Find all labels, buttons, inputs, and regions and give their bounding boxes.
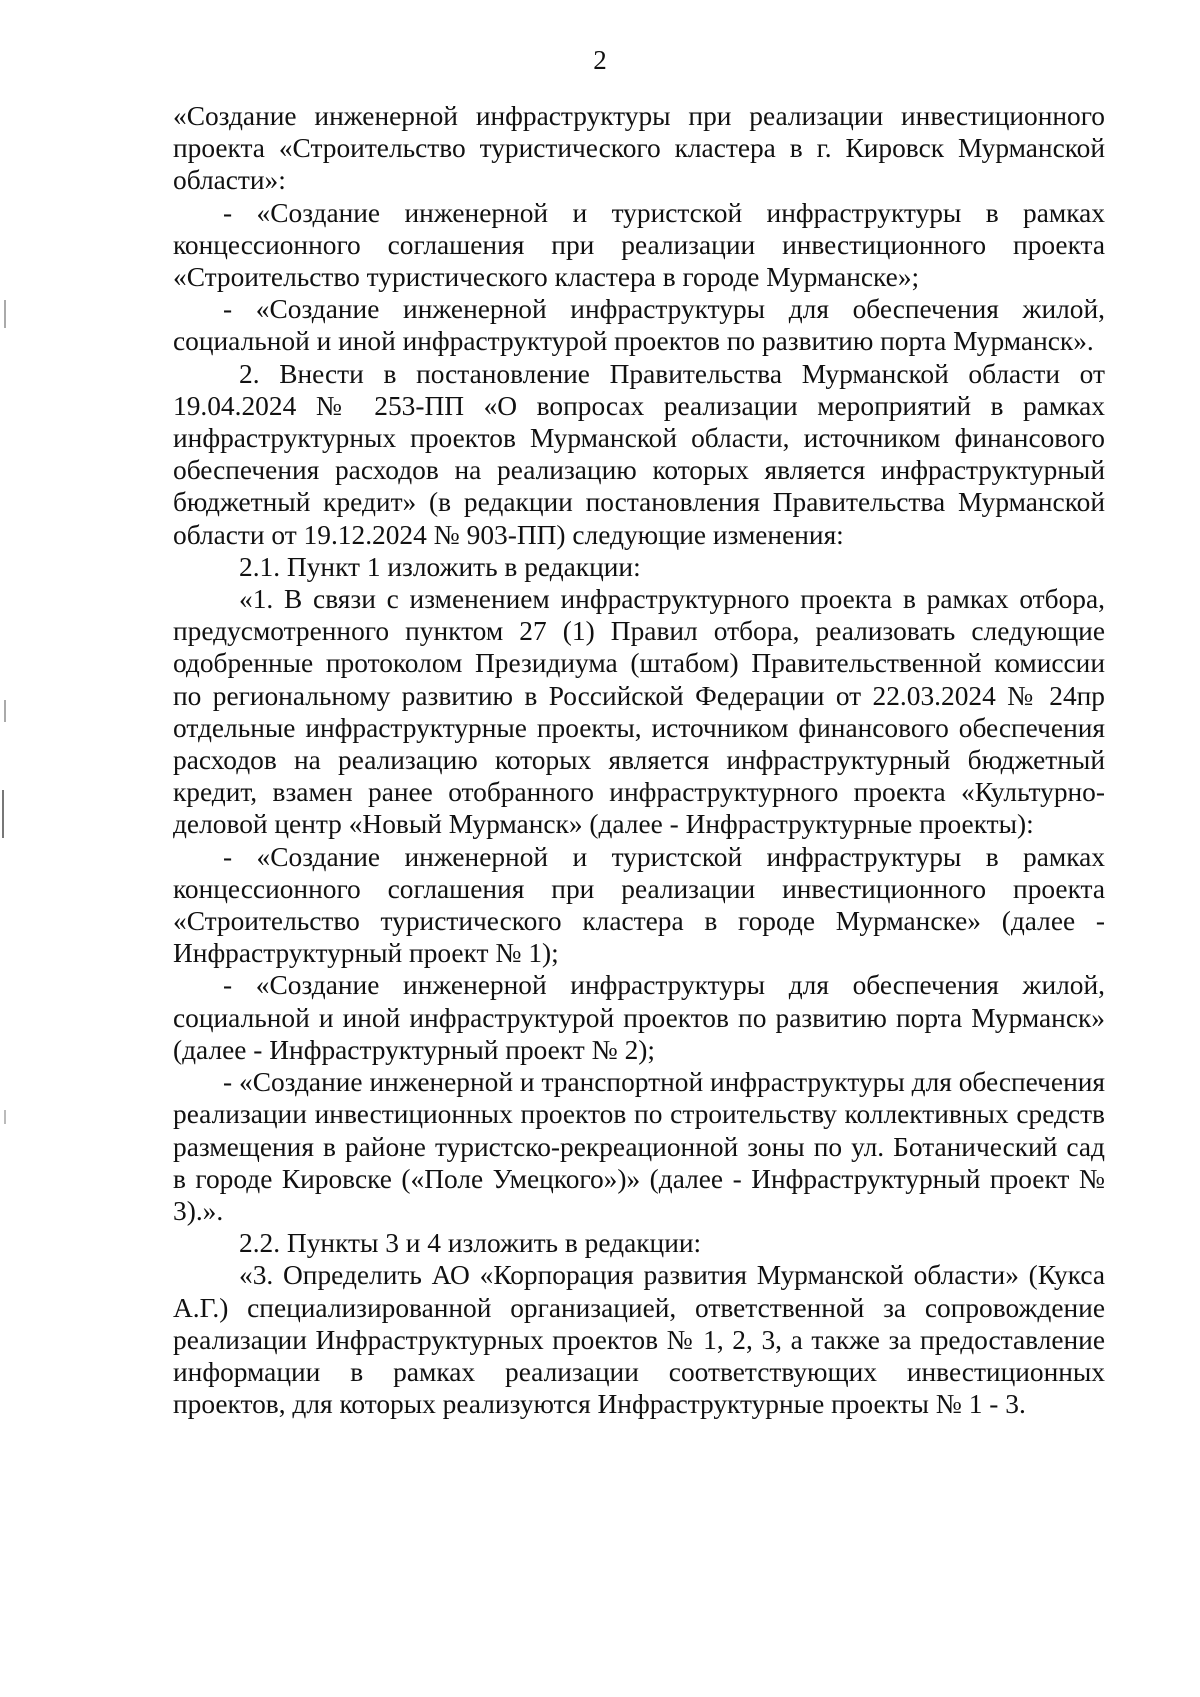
list-item-port-murmansk: - «Создание инженерной инфраструктуры для обеспечения жилой, социальной и иной инфраструктурой проектов по развитию порта Мурманск». [173, 294, 1105, 357]
paragraph-item-2-1: 2.1. Пункт 1 изложить в редакции: [239, 551, 641, 582]
scan-artifact [4, 1110, 6, 1124]
paragraph-quoted-item-3: «3. Определить АО «Корпорация развития Мурманской области» (Кукса А.Г.) специализированной организацией, ответственной за сопровождение реализации Инфраструктурных проектов № 1, 2, 3, а также за предоставление информации в рамках реализации соответствующих инвестиционных проектов, для которых реализуются Инфраструктурные проекты № 1 - 3. [173, 1260, 1105, 1420]
scan-artifact [2, 790, 4, 838]
paragraph-item-2-2: 2.2. Пункты 3 и 4 изложить в редакции: [239, 1228, 702, 1259]
paragraph-quoted-item-1: «1. В связи с изменением инфраструктурного проекта в рамках отбора, предусмотренного пунктом 27 (1) Правил отбора, реализовать следующие одобренные протоколом Президиума (штабом) Правительственной комиссии по региональному развитию в Российской Федерации от 22.03.2024 № 24пр отдельные инфраструктурные проекты, источником финансового обеспечения расходов на реализацию которых является инфраструктурный бюджетный кредит, взамен ранее отобранного инфраструктурного проекта «Культурно-деловой центр «Новый Мурманск» (далее - Инфраструктурные проекты): [173, 584, 1105, 840]
scan-artifact [4, 300, 6, 328]
list-item-project-3: - «Создание инженерной и транспортной инфраструктуры для обеспечения реализации инвестиционных проектов по строительству коллективных средств размещения в районе туристско-рекреационной зоны по ул. Ботанический сад в городе Кировске («Поле Умецкого»)» (далее - Инфраструктурный проект № 3).». [173, 1067, 1105, 1226]
list-item-project-2: - «Создание инженерной инфраструктуры для обеспечения жилой, социальной и иной инфраструктурой проектов по развитию порта Мурманск» (далее - Инфраструктурный проект № 2); [173, 970, 1105, 1065]
list-item-project-1: - «Создание инженерной и туристской инфраструктуры в рамках концессионного соглашения при реализации инвестиционного проекта «Строительство туристического кластера в городе Мурманске» (далее - Инфраструктурный проект № 1); [173, 841, 1105, 969]
paragraph-continuation: «Создание инженерной инфраструктуры при реализации инвестиционного проекта «Строительство туристического кластера в г. Кировск Мурманской области»: [173, 101, 1105, 196]
list-item-tourist-cluster-murmansk: - «Создание инженерной и туристской инфраструктуры в рамках концессионного соглашения при реализации инвестиционного проекта «Строительство туристического кластера в городе Мурманске»; [173, 197, 1105, 293]
page-number: 2 [593, 45, 607, 75]
paragraph-item-2: 2. Внести в постановление Правительства Мурманской области от 19.04.2024 № 253-ПП «О вопросах реализации мероприятий в рамках инфраструктурных проектов Мурманской области, источником финансового обеспечения расходов на реализацию которых является инфраструктурный бюджетный кредит» (в редакции постановления Правительства Мурманской области от 19.12.2024 № 903-ПП) следующие изменения: [173, 358, 1105, 550]
document-body [173, 100, 1105, 1420]
scan-artifact [4, 700, 6, 722]
